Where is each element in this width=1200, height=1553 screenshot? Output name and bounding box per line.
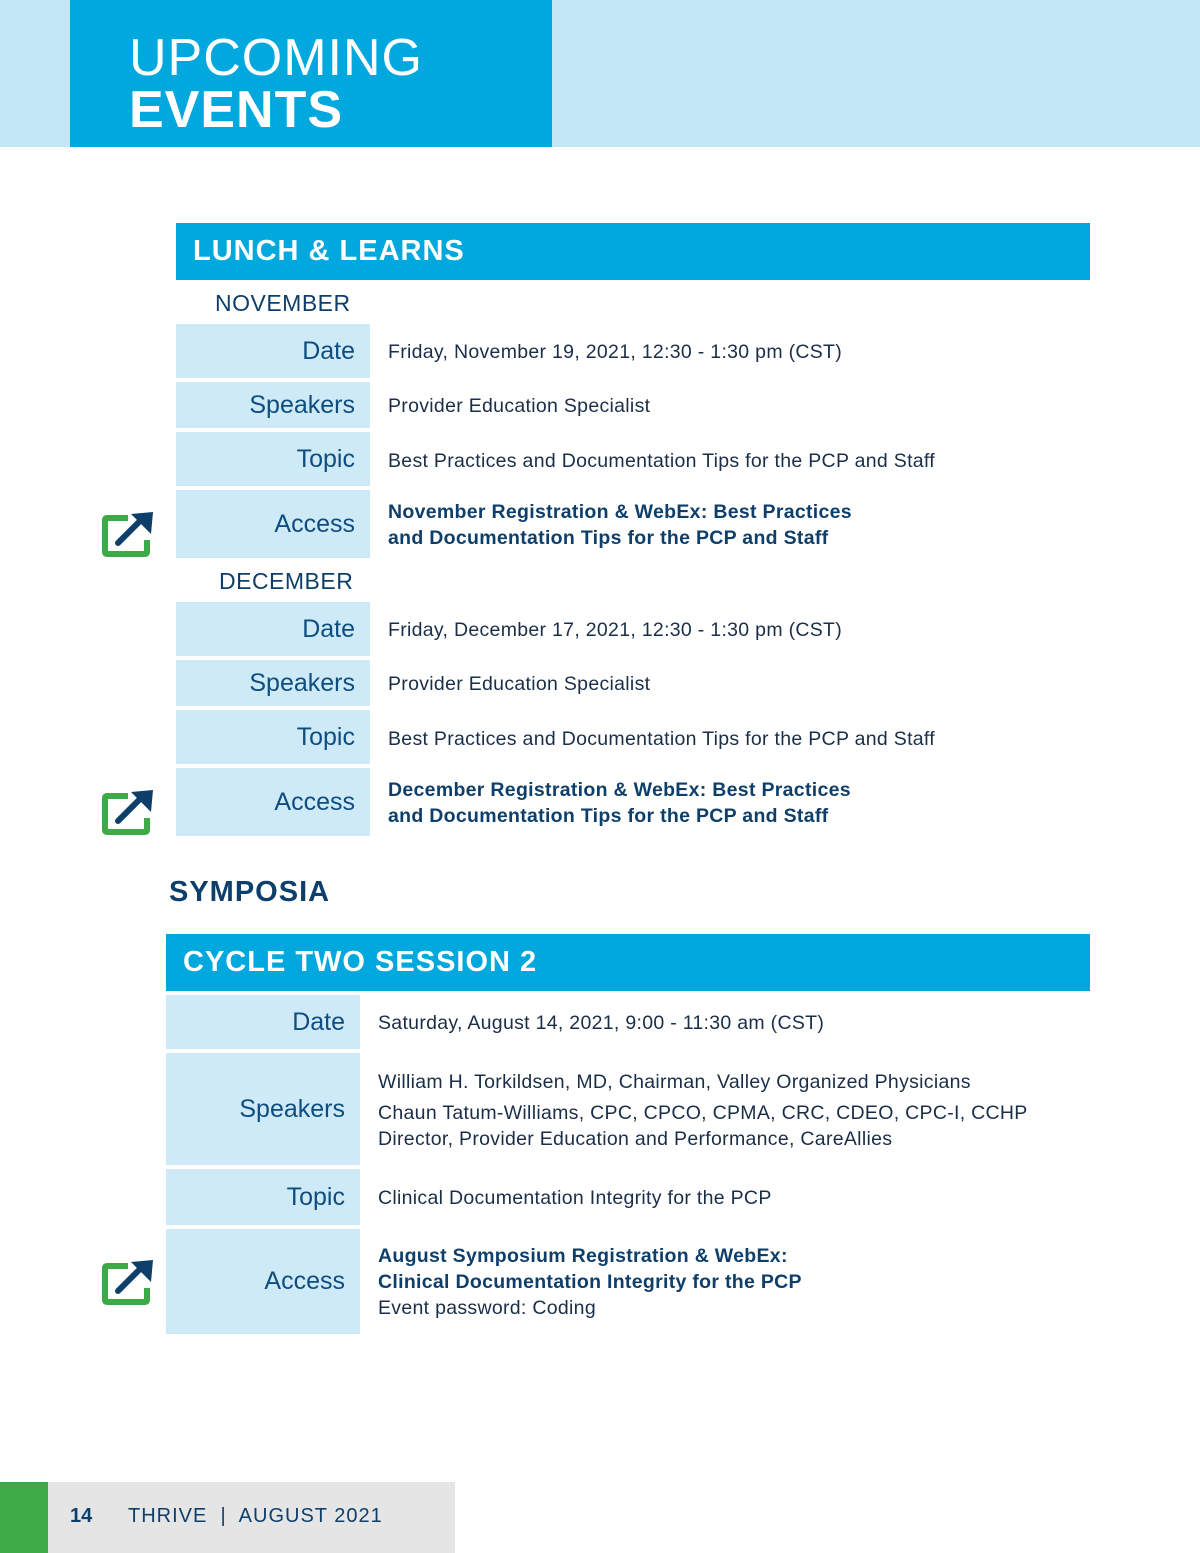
symposium-event-password: Event password: Coding (378, 1297, 596, 1319)
december-registration-link-line1: December Registration & WebEx: Best Practices (388, 779, 851, 801)
footer-publication: THRIVE | AUGUST 2021 (128, 1505, 383, 1527)
symposium-speaker-2-title: Director, Provider Education and Performance, CareAllies (378, 1128, 893, 1150)
symposium-access-label: Access (166, 1229, 360, 1334)
december-month-label: DECEMBER (219, 568, 354, 594)
december-access-label: Access (176, 768, 370, 836)
symposium-access-block (378, 1243, 802, 1321)
symposium-speaker-1: William H. Torkildsen, MD, Chairman, Valley Organized Physicians (378, 1071, 971, 1093)
cycle-two-session-heading: CYCLE TWO SESSION 2 (166, 934, 1090, 991)
symposium-topic-label: Topic (166, 1169, 360, 1225)
symposium-registration-link-line1: August Symposium Registration & WebEx: (378, 1245, 788, 1267)
december-speakers-value: Provider Education Specialist (388, 673, 651, 695)
symposium-speaker-2 (378, 1100, 1028, 1152)
external-link-icon[interactable] (101, 1260, 153, 1306)
lunch-learns-heading: LUNCH & LEARNS (176, 223, 1090, 280)
external-link-icon[interactable] (101, 512, 153, 558)
december-topic-value: Best Practices and Documentation Tips for the PCP and Staff (388, 728, 936, 750)
page-number: 14 (70, 1505, 93, 1527)
december-topic-label: Topic (176, 710, 370, 764)
symposium-topic-value: Clinical Documentation Integrity for the PCP (378, 1187, 772, 1209)
november-topic-value: Best Practices and Documentation Tips for the PCP and Staff (388, 450, 936, 472)
symposium-registration-link[interactable] (378, 1243, 802, 1295)
november-speakers-label: Speakers (176, 382, 370, 428)
symposium-speaker-2-credentials: Chaun Tatum-Williams, CPC, CPCO, CPMA, CRC, CDEO, CPC-I, CCHP (378, 1102, 1028, 1124)
external-link-icon[interactable] (101, 790, 153, 836)
symposium-speakers-label: Speakers (166, 1053, 360, 1165)
symposium-date-value: Saturday, August 14, 2021, 9:00 - 11:30 am (CST) (378, 1012, 825, 1034)
november-registration-link-line2: and Documentation Tips for the PCP and Staff (388, 527, 829, 549)
symposium-date-label: Date (166, 995, 360, 1049)
footer-accent-bar (0, 1482, 48, 1553)
december-registration-link[interactable] (388, 777, 851, 829)
december-speakers-label: Speakers (176, 660, 370, 706)
december-registration-link-line2: and Documentation Tips for the PCP and Staff (388, 805, 829, 827)
november-registration-link-line1: November Registration & WebEx: Best Practices (388, 501, 852, 523)
november-speakers-value: Provider Education Specialist (388, 395, 651, 417)
november-access-label: Access (176, 490, 370, 558)
page-title-line1: UPCOMING (129, 29, 423, 87)
symposia-heading: SYMPOSIA (169, 876, 331, 908)
november-topic-label: Topic (176, 432, 370, 486)
november-date-label: Date (176, 324, 370, 378)
november-month-label: NOVEMBER (215, 290, 351, 316)
december-date-label: Date (176, 602, 370, 656)
symposium-registration-link-line2: Clinical Documentation Integrity for the PCP (378, 1271, 802, 1293)
december-date-value: Friday, December 17, 2021, 12:30 - 1:30 pm (CST) (388, 619, 843, 641)
november-registration-link[interactable] (388, 499, 852, 551)
page-title-line2: EVENTS (129, 81, 344, 139)
november-date-value: Friday, November 19, 2021, 12:30 - 1:30 pm (CST) (388, 341, 843, 363)
